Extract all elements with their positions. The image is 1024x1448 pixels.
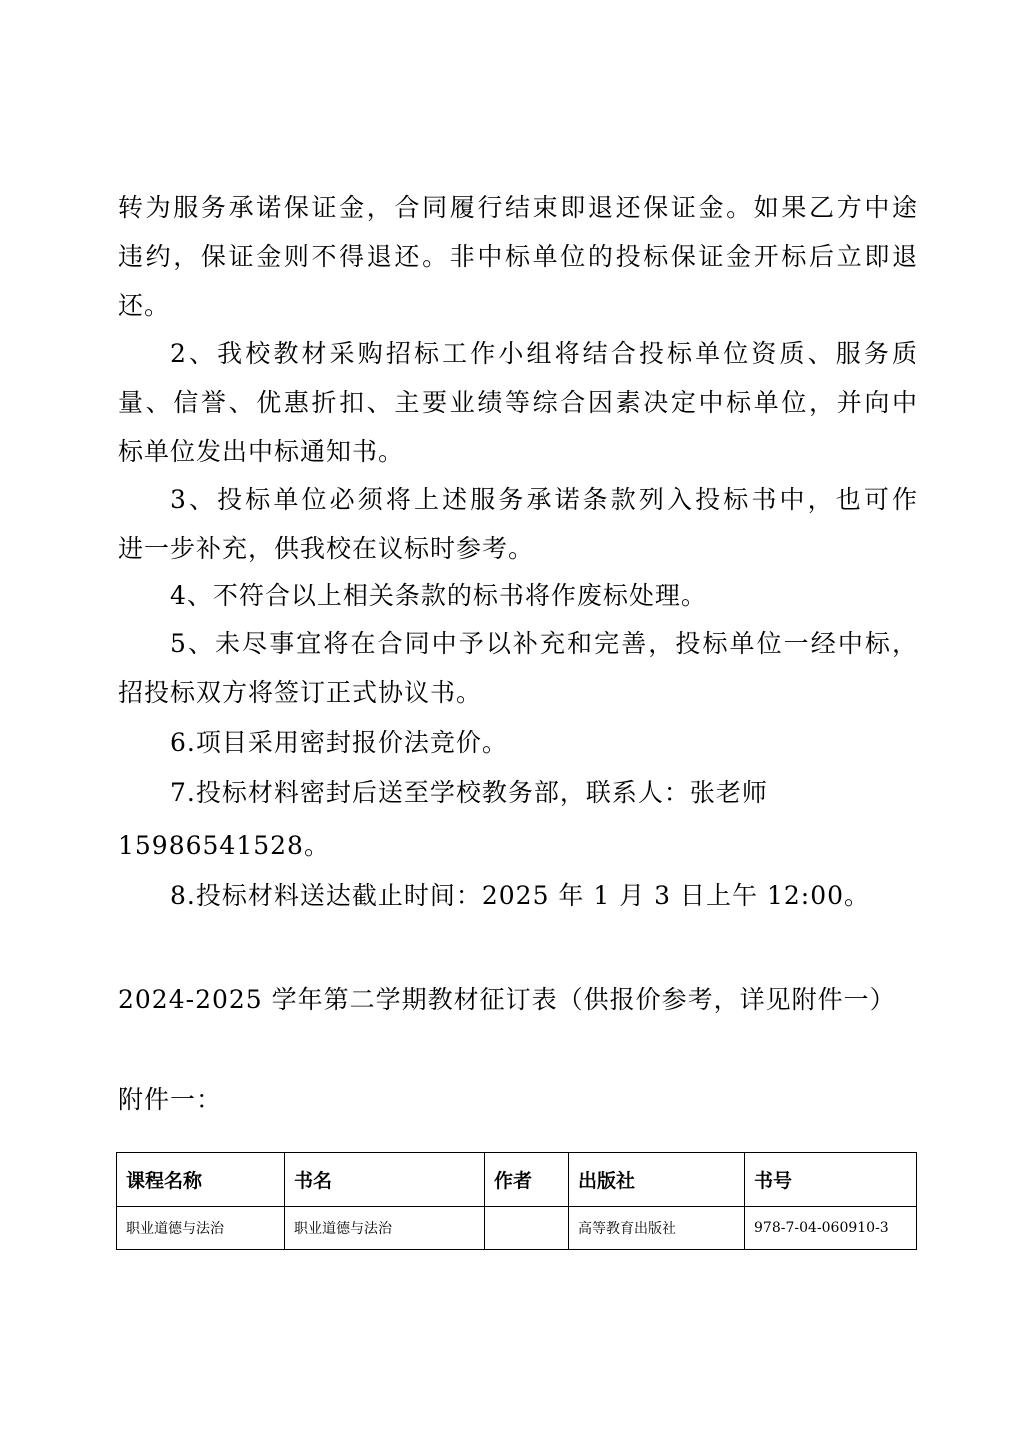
column-header-isbn: 书号 [745, 1153, 917, 1207]
paragraph-line: 5、未尽事宜将在合同中予以补充和完善，投标单位一经中标， [170, 629, 918, 658]
paragraph-line: 标单位发出中标通知书。 [118, 437, 405, 466]
paragraph-line: 6.项目采用密封报价法竞价。 [170, 728, 508, 757]
textbook-table [116, 1152, 917, 1250]
column-header-publisher: 出版社 [569, 1153, 745, 1207]
cell-publisher: 高等教育出版社 [569, 1207, 745, 1250]
cell-book-title: 职业道德与法治 [285, 1207, 485, 1250]
paragraph-line: 7.投标材料密封后送至学校教务部，联系人：张老师 [170, 778, 768, 807]
paragraph-line: 转为服务承诺保证金，合同履行结束即退还保证金。如果乙方中途 [118, 193, 918, 222]
paragraph-line: 3、投标单位必须将上述服务承诺条款列入投标书中，也可作 [170, 485, 918, 514]
paragraph-line: 还。 [118, 291, 171, 320]
column-header-author: 作者 [485, 1153, 569, 1207]
paragraph-line: 4、不符合以上相关条款的标书将作废标处理。 [170, 581, 707, 610]
paragraph-line: 8.投标材料送达截止时间：2025 年 1 月 3 日上午 12:00。 [170, 881, 871, 910]
table-header-row [117, 1153, 917, 1207]
paragraph-line: 2、我校教材采购招标工作小组将结合投标单位资质、服务质 [170, 339, 918, 368]
cell-course: 职业道德与法治 [117, 1207, 285, 1250]
paragraph-line: 进一步补充，供我校在议标时参考。 [118, 534, 535, 563]
table-row [117, 1207, 917, 1250]
paragraph-line: 量、信誉、优惠折扣、主要业绩等综合因素决定中标单位，并向中 [118, 388, 918, 417]
column-header-course: 课程名称 [117, 1153, 285, 1207]
paragraph-line: 违约，保证金则不得退还。非中标单位的投标保证金开标后立即退 [118, 242, 918, 271]
table-caption: 2024-2025 学年第二学期教材征订表（供报价参考，详见附件一） [118, 985, 896, 1014]
cell-isbn: 978-7-04-060910-3 [745, 1207, 917, 1250]
attachment-label: 附件一： [118, 1085, 223, 1114]
paragraph-line: 招投标双方将签订正式协议书。 [118, 678, 483, 707]
paragraph-line: 15986541528。 [118, 831, 330, 860]
column-header-book-title: 书名 [285, 1153, 485, 1207]
cell-author [485, 1207, 569, 1250]
